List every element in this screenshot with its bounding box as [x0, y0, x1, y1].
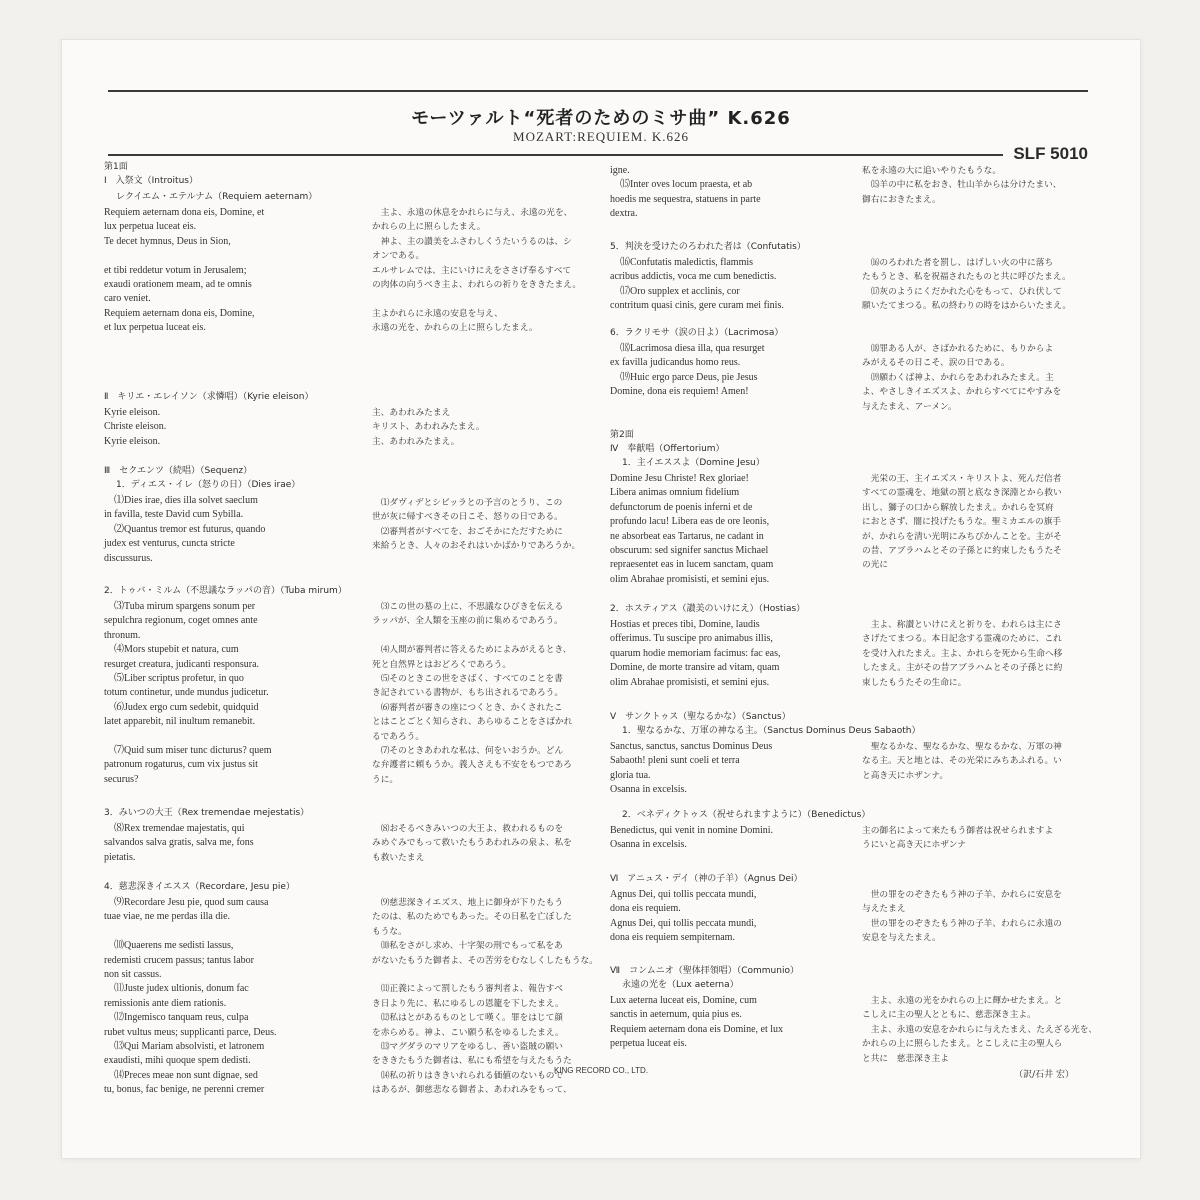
kyrie-japanese: 主、あわれみたまえ キリスト、あわれみたまえ。 主、あわれみたまえ。: [372, 408, 485, 447]
translator-credit: （訳/石井 宏）: [1014, 1070, 1074, 1080]
lacrimosa-japanese: ⒅罪ある人が、さばかれるために、もりからよ みがえるその日こそ、涙の日である。 ⒆願わくば神よ、かれらをあわれみたまえ。主 よ、やさしきイエズスよ、かれらすべてにやすみを 与えたまえ、アーメン。: [862, 344, 1062, 412]
sanctus-subheading: 1．聖なるかな、万軍の神なる主。（Sanctus Dominus Deus Sabaoth）: [622, 726, 921, 736]
rex-heading: 3．みいつの大王（Rex tremendae mejestatis）: [104, 808, 310, 818]
introitus-latin: Requiem aeternam dona eis, Domine, et lux perpetua luceat eis. Te decet hymnus, Deus in Sion, et tibi reddetur votum in Jerusalem; exaudi orationem meam, ad te omnis caro veniet. Requiem aeternam dona eis, Domine, et lux perpetua luceat eis.: [104, 207, 265, 334]
hostias-japanese: 主よ、称讃といけにえと祈りを、われらは主にさ さげたてまつる。本日記念する霊魂のために、これ を受け入れたまえ。主よ、かれらを死から生命へ移 したまえ。主がその昔アブラハムとその子孫とに約 束したもうたその生命に。: [862, 620, 1063, 688]
catalog-number: SLF 5010: [1003, 144, 1088, 164]
confutatis-latin: ⒃Confutatis maledictis, flammis acribus addictis, voca me cum benedictis. ⒄Oro supplex et acclinis, cor contritum quasi cinis, gere curam mei finis.: [610, 257, 784, 312]
liner-notes-sheet: [62, 40, 1140, 1158]
sanctus-heading: Ⅴ サンクトゥス（聖なるかな）（Sanctus）: [610, 712, 791, 722]
introitus-japanese: 主よ、永遠の休息をかれらに与え、永遠の光を、 かれらの上に照らしたまえ。 神よ、主の讃美をふさわしくうたいうるのは、シ オンである。 エルサレムでは、主にいけにえをささげ奉るすべて の肉体の向うべき主よ、われらの祈りをききたまえ。 主よかれらに永遠の安息を与え、 永遠の光を、かれらの上に照らしたまえ。: [372, 208, 582, 334]
hostias-heading: 2．ホスティアス（讃美のいけにえ）（Hostias）: [610, 604, 806, 614]
communio-latin: Lux aeterna luceat eis, Domine, cum sanctis in aeternum, quia pius es. Requiem aeternam dona eis Domine, et lux perpetua luceat eis.: [610, 995, 784, 1050]
kyrie-latin: Kyrie eleison. Christe eleison. Kyrie eleison.: [104, 407, 167, 447]
header-rule: [108, 154, 1088, 156]
offertorium-heading: Ⅳ 奉献唱（Offertorium）: [610, 444, 725, 454]
side-1-label: 第1面: [104, 162, 128, 172]
lacrimosa-latin: ⒅Lacrimosa diesa illa, qua resurget ex favilla judicandus homo reus. ⒆Huic ergo parce Deus, pie Jesus Domine, dona eis requiem! Amen!: [610, 343, 765, 398]
tuba-mirum-japanese: ⑶この世の墓の上に、不思議なひびきを伝える ラッパが、全人類を玉座の前に集めるであろう。 ⑷人間が審判者に答えるためによみがえるとき、 死と自然界とはおどろくであろう。 ⑸そのときこの世をさばく、すべてのことを書 き記されている書物が、もち出されるであろう。 ⑹審判者が審きの座につくとき、かくされたこ とはことごとく知らされ、あらゆることをさばかれ るであろう。 ⑺そのときあわれな私は、何をいおうか。どん な弁護者に頼もうか。義人さえも不安をもつであろ うに。: [372, 602, 573, 785]
communio-subheading: 永遠の光を（Lux aeterna）: [622, 980, 739, 990]
confutatis-continuation-japanese: 私を永遠の大に追いやりたもうな。 ⒂羊の中に私をおき、牡山羊からは分けたまい、 御右におきたまえ。: [862, 166, 1062, 205]
lacrimosa-heading: 6．ラクリモサ（涙の日よ）（Lacrimosa）: [610, 328, 784, 338]
side-2-label: 第2面: [610, 430, 634, 440]
benedictus-latin: Benedictus, qui venit in nomine Domini. Osanna in excelsis.: [610, 825, 774, 851]
kyrie-heading: Ⅱ キリエ・エレイソン（求憐唱）（Kyrie eleison）: [104, 392, 314, 402]
agnus-dei-japanese: 世の罪をのぞきたもう神の子羊、かれらに安息を 与えたまえ 世の罪をのぞきたもう神の子羊、われらに永遠の 安息を与えたまえ。: [862, 890, 1062, 944]
top-rule: [108, 90, 1088, 92]
confutatis-continuation-latin: igne. ⒂Inter oves locum praesta, et ab hoedis me sequestra, statuens in parte dextra.: [610, 165, 761, 220]
recordare-japanese: ⑼慈悲深きイエズス、地上に御身が下りたもう たのは、私のためでもあった。その日私を亡ぼした もうな。 ⑽私をさがし求め、十字架の刑でもって私をあ がないたもうた御者よ、その苦労をむなしくしたもうな。 ⑾正義によって罰したもう審判者よ、報告すべ き日より先に、私にゆるしの恩籠を下したまえ。 ⑿私はとがあるものとして嘆く。罪をはじて顔 を赤らめる。神よ、こい願う私をゆるしたまえ。 ⒀マグダラのマリアをゆるし、善い盗賊の願い をききたもうた御者は、私にも希望を与えたもうた ⒁私の祈りはききいれられる価値のないもので はあるが、御慈悲なる御者よ、あわれみをもって、: [372, 898, 598, 1096]
communio-heading: Ⅶ コンムニオ（聖体拝領唱）（Communio）: [610, 966, 799, 976]
confutatis-heading: 5．判決を受けたのろわれた者は（Confutatis）: [610, 242, 806, 252]
sequenz-heading: Ⅲ セクエンツ（続唱）（Sequenz）: [104, 466, 253, 476]
sanctus-latin: Sanctus, sanctus, sanctus Dominus Deus Sabaoth! pleni sunt coeli et terra gloria tua. Osanna in excelsis.: [610, 741, 773, 796]
domine-jesu-latin: Domine Jesu Christe! Rex gloriae! Libera animas omnium fidelium defunctorum de poenis inferni et de profundo lacu! Libera eas de ore leonis, ne absorbeat eas Tartarus, ne cadant in obscurum: sed signifer sanctus Michael repraesentet eas in lucem sanctam, quam olim Abrahae promisisti, et semini ejus.: [610, 473, 774, 585]
recordare-heading: 4．慈悲深きイエスス（Recordare, Jesu pie）: [104, 882, 295, 892]
communio-japanese: 主よ、永遠の光をかれらの上に輝かせたまえ。と こしえに主の聖人とともに、慈悲深き主よ。 主よ、永遠の安息をかれらに与えたまえ、たえざる光を、 かれらの上に照らしたまえ。とこしえに主の聖人ら と共に 慈悲深き主よ: [862, 996, 1098, 1064]
dies-irae-latin: ⑴Dies irae, dies illa solvet saeclum in favilla, teste David cum Sybilla. ⑵Quantus tremor est futurus, quando judex est venturus, cuncta stricte discussurus.: [104, 495, 266, 564]
confutatis-japanese: ⒃のろわれた者を罰し、はげしい火の中に落ち たもうとき、私を祝福されたものと共に呼びたまえ。 ⒄灰のようにくだかれた心をもって、ひれ伏して 願いたてまつる。私の終わりの時をはからいたまえ。: [862, 258, 1072, 312]
dies-irae-heading: 1．ディエス・イレ（怒りの日）（Dies irae）: [116, 480, 301, 490]
sanctus-japanese: 聖なるかな、聖なるかな、聖なるかな、万軍の神 なる主。天と地とは、その光栄にみちあふれる。い と高き天にホザンナ。: [862, 742, 1062, 781]
rex-japanese: ⑻おそるべきみいつの大王よ、救われるものを みめぐみでもって救いたもうあわれみの泉よ、私を も救いたまえ: [372, 824, 572, 863]
introitus-subheading: レクイエム・エテルナム（Requiem aeternam）: [116, 192, 318, 202]
agnus-dei-latin: Agnus Dei, qui tollis peccata mundi, dona eis requiem. Agnus Dei, qui tollis peccata mundi, dona eis requiem sempiternam.: [610, 889, 757, 944]
hostias-latin: Hostias et preces tibi, Domine, laudis offerimus. Tu suscipe pro animabus illis, quarum hodie memoriam facimus: fac eas, Domine, de morte transire ad vitam, quam olim Abrahae promisisti, et semini ejus.: [610, 619, 781, 688]
benedictus-heading: 2．ベネディクトゥス（祝せられますように）（Benedictus）: [622, 810, 871, 820]
recordare-latin: ⑼Recordare Jesu pie, quod sum causa tuae viae, ne me perdas illa die. ⑽Quaerens me sedisti lassus, redemisti crucem passus; tantus labor non sit cassus. ⑾Juste judex ultionis, donum fac remissionis ante diem rationis. ⑿Ingemisco tanquam reus, culpa rubet vultus meus; supplicanti parce, Deus. ⒀Qui Mariam absolvisti, et latronem exaudisti, mihi quoque spem dedisti. ⒁Preces meae non sunt dignae, sed tu, bonus, fac benige, ne perenni cremer: [104, 897, 277, 1096]
title-english: MOZART:REQUIEM. K.626: [513, 129, 689, 144]
introitus-heading: Ⅰ 入祭文（Introitus）: [104, 176, 198, 186]
tuba-mirum-latin: ⑶Tuba mirum spargens sonum per sepulchra regionum, coget omnes ante thronum. ⑷Mors stupebit et natura, cum resurget creatura, judicanti responsura. ⑸Liber scriptus profetur, in quo totum continetur, unde mundus judicetur. ⑹Judex ergo cum sedebit, quidquid latet apparebit, nil inultum remanebit. ⑺Quid sum miser tunc dicturus? quem patronum rogaturus, cum vix justus sit securus?: [104, 601, 272, 785]
title-japanese: モーツァルト“死者のためのミサ曲” K.626: [411, 108, 791, 129]
domine-jesu-heading: 1．主イエススよ（Domine Jesu）: [622, 458, 765, 468]
rex-latin: ⑻Rex tremendae majestatis, qui salvandos salva gratis, salva me, fons pietatis.: [104, 823, 254, 863]
benedictus-japanese: 主の御名によって来たもう御者は祝せられますよ うにいと高き天にホザンナ: [862, 826, 1054, 851]
agnus-dei-heading: Ⅵ アニュス・デイ（神の子羊）（Agnus Dei）: [610, 874, 803, 884]
dies-irae-japanese: ⑴ダヴィデとシビッラとの予言のとうり、この 世が灰に帰すべきその日こそ、怒りの日である。 ⑵審判者がすべてを、おごそかにただすために 来給うとき、人々のおそれはいかばかりであろうか。: [372, 498, 581, 552]
domine-jesu-japanese: 光栄の王、主イエズス・キリストよ、死んだ信者 すべての霊魂を、地獄の罰と底なき深淵とから救い 出し、獅子の口から解放したまえ。かれらを冥府 におとさず、闇に投げたもうな。聖ミカエルの旗手 が、かれらを清い光明にみちびかんことを。主がそ の昔、アブラハムとその子孫とに約束したもうたそ の光に: [862, 474, 1062, 571]
tuba-mirum-heading: 2．トゥバ・ミルム（不思議なラッパの音）（Tuba mirum）: [104, 586, 347, 596]
record-label-credit: KING RECORD CO., LTD.: [553, 1066, 649, 1075]
